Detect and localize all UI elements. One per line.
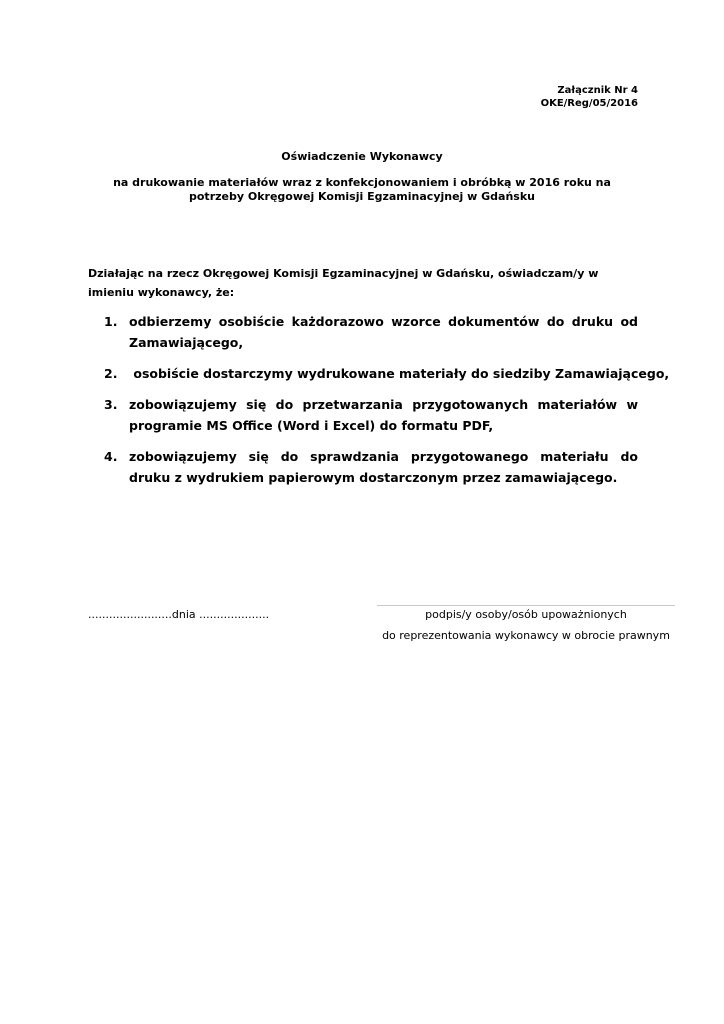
- list-item-text: osobiście dostarczymy wydrukowane materiały do siedziby Zamawiającego,: [129, 366, 670, 381]
- intro-paragraph: Działając na rzecz Okręgowej Komisji Egzaminacyjnej w Gdańsku, oświadczam/y w imieniu wykonawcy, że:: [88, 267, 599, 299]
- declaration-list: [104, 311, 670, 498]
- list-item-text: zobowiązujemy się do sprawdzania przygotowanego materiału do druku z wydrukiem papierowym dostarczonym przez zamawiającego.: [129, 449, 638, 485]
- document-subtitle: na drukowanie materiałów wraz z konfekcjonowaniem i obróbką w 2016 roku na potrzeby Okręgowej Komisji Egzaminacyjnej w Gdańsku: [113, 176, 611, 203]
- list-item-number: 2.: [104, 366, 118, 381]
- list-item: [104, 446, 638, 488]
- signature-caption-line2: do reprezentowania wykonawcy w obrocie prawnym: [382, 629, 670, 642]
- list-item-text: zobowiązujemy się do przetwarzania przygotowanych materiałów w programie MS Office (Word i Excel) do formatu PDF,: [129, 397, 638, 433]
- list-item: [104, 311, 638, 353]
- list-item: [104, 363, 670, 384]
- signature-caption-line1: podpis/y osoby/osób upoważnionych: [425, 608, 627, 621]
- list-item-number: 1.: [104, 314, 118, 329]
- attachment-label: Załącznik Nr 4: [557, 85, 638, 96]
- list-item: [104, 394, 638, 436]
- document-header: [541, 84, 638, 110]
- reference-number: OKE/Reg/05/2016: [540, 98, 638, 109]
- list-item-text: odbierzemy osobiście każdorazowo wzorce dokumentów do druku od Zamawiającego,: [129, 314, 638, 350]
- list-item-number: 3.: [104, 397, 118, 412]
- signature-line: [377, 605, 675, 606]
- date-placeholder: ........................dnia ....................: [88, 608, 270, 621]
- document-title: Oświadczenie Wykonawcy: [281, 150, 443, 163]
- list-item-number: 4.: [104, 449, 118, 464]
